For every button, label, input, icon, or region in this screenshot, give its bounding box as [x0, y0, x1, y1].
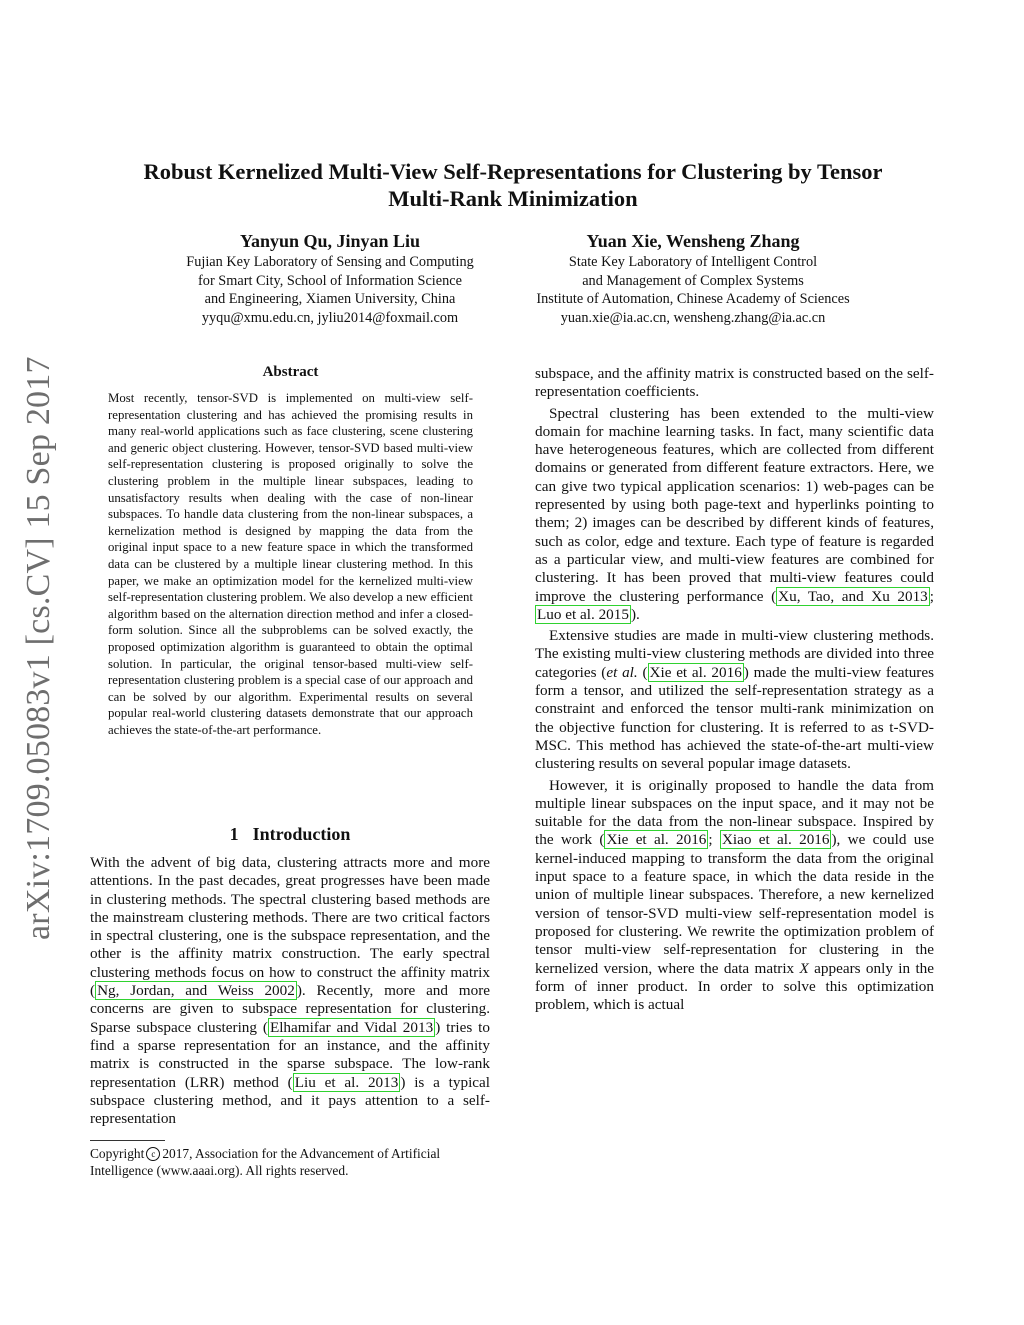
affiliation-line: Institute of Automation, Chinese Academy of Sciences: [536, 291, 850, 307]
paragraph: With the advent of big data, clustering attracts more and more attentions. In the past decades, great progresses have been made in clustering methods. The spectral clustering based methods are the mainstream clustering methods. There are two critical factors in spectral clustering, one is the subspace representation, and the other is the affinity matrix construction. The early spectral clustering methods focus on how to construct the affinity matrix ( Ng, Jordan, and Weiss 2002 ). Recently, more and more concerns are given to subspace representation for clustering. Sparse subspace clustering ( Elhamifar and Vidal 2013 ) tries to find a sparse representation for an instance, and the affinity matrix is constructed in the sparse subspace. The low-rank representation (LRR) method ( Liu et al. 2013 ) is a typical subspace clustering method, and it pays attention to a self-representation: [90, 854, 491, 1128]
author-names-1: Yanyun Qu, Jinyan Liu: [239, 231, 421, 251]
citation-link[interactable]: Xiao et al. 2016: [721, 831, 830, 849]
section-number: 1: [229, 824, 239, 844]
copyright-icon: c: [146, 1147, 160, 1161]
author-block-1: [140, 230, 520, 327]
author-emails: yyqu@xmu.edu.cn, jyliu2014@foxmail.com: [201, 309, 459, 326]
section-heading-introduction: [90, 824, 490, 845]
author-names-2: Yuan Xie, Wensheng Zhang: [586, 231, 800, 251]
abstract: [108, 364, 473, 738]
footnote-divider: [90, 1140, 165, 1141]
citation-link[interactable]: Xie et al. 2016: [649, 663, 742, 681]
citation-link[interactable]: Elhamifar and Vidal 2013: [269, 1018, 434, 1036]
affiliation-line: Fujian Key Laboratory of Sensing and Computing: [186, 254, 474, 270]
paragraph: However, it is originally proposed to handle the data from multiple linear subspaces on the input space, and it may not be suitable for the data from the non-linear subspace. Inspired by the work ( Xie et al. 2016 ; Xiao et al. 2016 ), we could use kernel-induced mapping to transform the data from the original input space to a feature space, in which the data reside in the union of multiple linear subspaces. Therefore, a new kernelized version of tensor-SVD multi-view self-representation model is proposed for clustering. We rewrite the optimization problem of tensor multi-view self-representation for clustering in the kernelized version, where the data matrix X appears only in the form of inner product. In order to solve this optimization problem, which is actual: [535, 776, 935, 1014]
left-column-body: [90, 854, 490, 1128]
abstract-text: Most recently, tensor-SVD is implemented on multi-view self-representation clustering and has achieved the promising results in many real-world applications such as face clustering, scene clustering and generic object clustering. However, tensor-SVD based multi-view self-representation clustering is proposed originally to solve the clustering problem in the multiple linear subspaces, leading to unsatisfactory results when dealing with the case of non-linear subspaces. To handle data clustering from the non-linear subspaces, a kernelization method is designed by mapping the data from the original input space to a new feature space in which the transformed data can be clustered by a multiple linear clustering method. In this paper, we make an optimization model for the kernelized multi-view self-representation clustering problem. We also develop a new efficient algorithm based on the alternation direction method and infer a closed-form solution. Since all the subproblems can be solved exactly, the proposed optimization algorithm is guaranteed to obtain the optimal solution. In particular, the original tensor-based multi-view self-representation clustering problem is a special case of our approach and can be solved by our algorithm. Experimental results on several popular real-world clustering datasets demonstrate that our approach achieves the state-of-the-art performance.: [108, 391, 473, 737]
arxiv-identifier: arXiv:1709.05083v1 [cs.CV] 15 Sep 2017: [20, 356, 57, 940]
citation-link[interactable]: Xu, Tao, and Xu 2013: [778, 587, 928, 605]
citation-link[interactable]: Xie et al. 2016: [606, 831, 707, 849]
section-title: Introduction: [252, 824, 351, 844]
title-line-2: Multi-Rank Minimization: [388, 186, 638, 211]
math-variable: X: [799, 959, 809, 977]
citation-link[interactable]: Liu et al. 2013: [294, 1073, 399, 1091]
paragraph: subspace, and the affinity matrix is constructed based on the self-representation coefficients.: [535, 365, 934, 401]
affiliation-line: State Key Laboratory of Intelligent Control: [568, 254, 818, 270]
citation-link[interactable]: Luo et al. 2015: [537, 605, 629, 623]
paragraph: Extensive studies are made in multi-view clustering methods. The existing multi-view clustering methods are divided into three categories (et al. ( Xie et al. 2016 ) made the multi-view features form a tensor, and utilized the self-representation strategy as a constraint and enforced the tensor multi-rank minimization on the objective function for clustering. It is referred to as t-SVD-MSC. This method has achieved the state-of-the-art multi-view clustering results on several popular image datasets.: [535, 627, 934, 773]
affiliation-line: for Smart City, School of Information Science: [198, 272, 462, 289]
title-line-1: Robust Kernelized Multi-View Self-Representations for Clustering by Tensor: [143, 159, 883, 184]
author-block-2: [500, 230, 886, 327]
paragraph: Spectral clustering has been extended to the multi-view domain for machine learning tasks. In fact, many scientific data have heterogeneous features, which are collected from different domains or generated from different feature extractors. Here, we can give two typical application scenarios: 1) web-pages can be represented by using both page-text and hyperlinks pointing to them; 2) images can be described by different kinds of features, such as color, edge and texture. Each type of feature is regarded as a particular view, and multi-view features are combined for clustering. It has been proved that multi-view features could improve the clustering performance ( Xu, Tao, and Xu 2013 ; Luo et al. 2015 ).: [535, 404, 934, 623]
citation-link[interactable]: Ng, Jordan, and Weiss 2002: [97, 982, 295, 1000]
paper-title: [90, 158, 936, 212]
affiliation-line: and Engineering, Xiamen University, China: [204, 291, 456, 307]
copyright-footnote: Copyright c 2017, Association for the Advancement of Artificial Intelligence (www.aaai.org). All rights reserved.: [90, 1146, 441, 1178]
abstract-heading: Abstract: [262, 364, 319, 380]
affiliation-line: and Management of Complex Systems: [582, 272, 804, 289]
right-column-body: [535, 365, 934, 1014]
author-emails: yuan.xie@ia.ac.cn, wensheng.zhang@ia.ac.cn: [560, 309, 826, 326]
